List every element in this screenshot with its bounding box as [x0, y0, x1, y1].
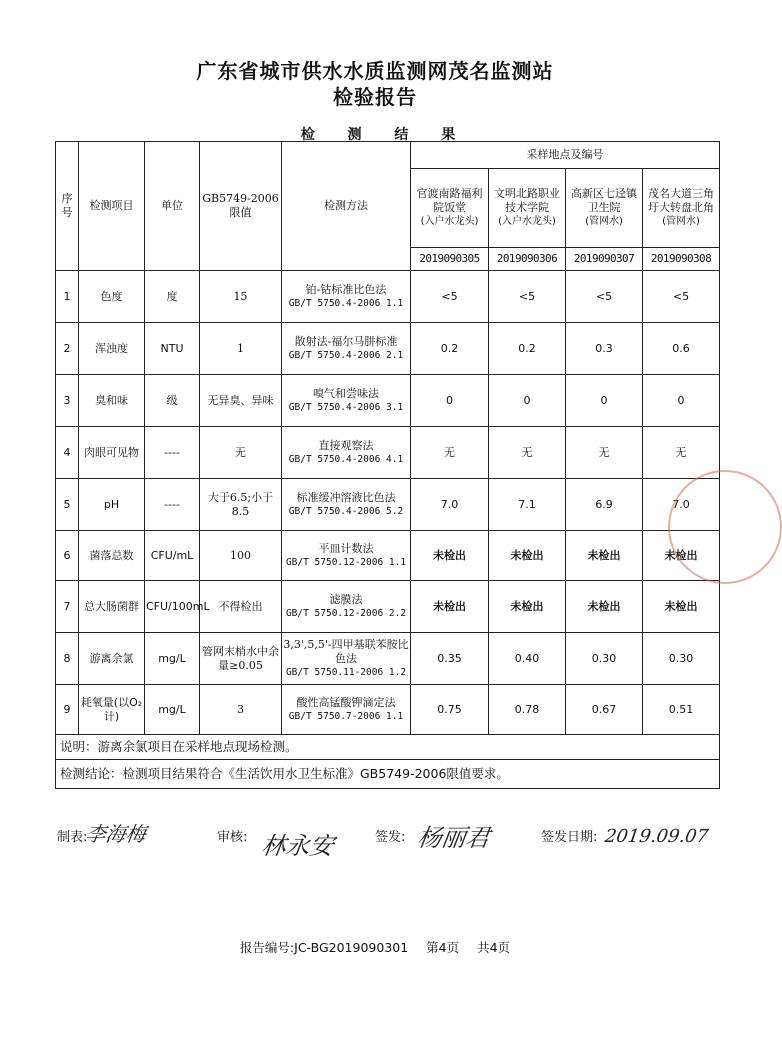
method-cell [282, 581, 411, 633]
limit-cell: 管网末梢水中余量≥0.05 [200, 633, 282, 685]
table-row [56, 427, 720, 479]
official-seal [668, 470, 782, 584]
unit-cell: CFU/100mL [145, 581, 200, 633]
method-name: 酸性高锰酸钾滴定法 [296, 695, 396, 709]
issue-date: 2019.09.07 [603, 826, 710, 847]
seq-cell: 9 [56, 685, 79, 735]
method-standard: GB/T 5750.4-2006 5.2 [288, 505, 404, 517]
limit-cell: 15 [200, 271, 282, 323]
unit-cell: ---- [145, 427, 200, 479]
header-sites-group: 采样地点及编号 [411, 142, 720, 169]
result-value: 7.1 [489, 479, 566, 531]
method-name: 平皿计数法 [318, 541, 374, 555]
result-value: <5 [643, 271, 720, 323]
item-cell: 浑浊度 [79, 323, 145, 375]
sample-code: 2019090305 [411, 248, 489, 271]
issuer-label: 签发: [375, 830, 406, 845]
result-value: 0.2 [411, 323, 489, 375]
method-cell [282, 479, 411, 531]
limit-cell: 不得检出 [200, 581, 282, 633]
result-value: 未检出 [643, 581, 720, 633]
item-cell: 总大肠菌群 [79, 581, 145, 633]
site-name: 茂名大道三角圩大转盘北角 (管网水) [643, 169, 720, 248]
limit-cell: 无 [200, 427, 282, 479]
conclusion: 检测结论：检测项目结果符合《生活饮用水卫生标准》GB5749-2006限值要求。 [56, 760, 720, 789]
footer [0, 938, 750, 956]
header-item: 检测项目 [79, 142, 145, 271]
seq-cell: 8 [56, 633, 79, 685]
method-cell [282, 685, 411, 735]
site-name: 高新区七迳镇卫生院 (管网水) [566, 169, 643, 248]
reviewer-signature: 林永安 [259, 832, 336, 860]
item-cell: pH [79, 479, 145, 531]
note: 说明：游离余氯项目在采样地点现场检测。 [56, 735, 720, 760]
table-row [56, 685, 720, 735]
method-standard: GB/T 5750.12-2006 2.2 [285, 607, 407, 619]
header-limit: GB5749-2006限值 [200, 142, 282, 271]
result-value: 0 [643, 375, 720, 427]
limit-cell: 1 [200, 323, 282, 375]
result-value: 无 [643, 427, 720, 479]
table-row [56, 323, 720, 375]
seq-cell: 4 [56, 427, 79, 479]
result-value: 0.40 [489, 633, 566, 685]
table-row [56, 375, 720, 427]
method-cell [282, 323, 411, 375]
table-row [56, 271, 720, 323]
method-standard: GB/T 5750.4-2006 4.1 [288, 453, 404, 465]
result-value: 无 [566, 427, 643, 479]
sample-code: 2019090306 [489, 248, 566, 271]
result-value: 7.0 [411, 479, 489, 531]
method-name: 滤膜法 [329, 592, 363, 606]
limit-cell: 无异臭、异味 [200, 375, 282, 427]
result-value: <5 [411, 271, 489, 323]
item-cell: 菌落总数 [79, 531, 145, 581]
site-name: 文明北路职业技术学院 (入户水龙头) [489, 169, 566, 248]
method-standard: GB/T 5750.7-2006 1.1 [288, 710, 404, 722]
result-value: 0.3 [566, 323, 643, 375]
page-number: 第4页 [426, 940, 460, 955]
result-value: 0.78 [489, 685, 566, 735]
method-name: 铂-钴标准比色法 [305, 282, 387, 296]
unit-cell: 级 [145, 375, 200, 427]
sample-code: 2019090307 [566, 248, 643, 271]
item-cell: 游离余氯 [79, 633, 145, 685]
method-name: 嗅气和尝味法 [313, 386, 379, 400]
result-value: 0.6 [643, 323, 720, 375]
date-label: 签发日期: [541, 830, 598, 845]
method-name: 3,3',5,5'-四甲基联苯胺比色法 [283, 637, 409, 665]
unit-cell: CFU/mL [145, 531, 200, 581]
table-row [56, 479, 720, 531]
result-value: 0.35 [411, 633, 489, 685]
result-value: 0 [489, 375, 566, 427]
method-cell [282, 531, 411, 581]
limit-cell: 大于6.5;小于8.5 [200, 479, 282, 531]
seq-cell: 6 [56, 531, 79, 581]
method-name: 标准缓冲溶液比色法 [296, 490, 396, 504]
table-row [56, 581, 720, 633]
method-name: 散射法-福尔马肼标准 [294, 334, 398, 348]
method-standard: GB/T 5750.4-2006 2.1 [288, 349, 404, 361]
result-value: 未检出 [411, 581, 489, 633]
item-cell: 色度 [79, 271, 145, 323]
method-standard: GB/T 5750.11-2006 1.2 [285, 666, 407, 678]
result-value: 0.51 [643, 685, 720, 735]
result-value: 7.0 [643, 479, 720, 531]
result-value: 0.75 [411, 685, 489, 735]
report-number: 报告编号:JC-BG2019090301 [239, 940, 409, 955]
unit-cell: ---- [145, 479, 200, 531]
result-value: 0.67 [566, 685, 643, 735]
table-row [56, 531, 720, 581]
result-value: <5 [489, 271, 566, 323]
result-value: <5 [566, 271, 643, 323]
method-cell [282, 633, 411, 685]
unit-cell: 度 [145, 271, 200, 323]
result-value: 0.2 [489, 323, 566, 375]
maker-signature: 李海梅 [84, 822, 148, 846]
method-cell [282, 271, 411, 323]
result-value: 未检出 [643, 531, 720, 581]
result-value: 6.9 [566, 479, 643, 531]
method-cell [282, 427, 411, 479]
page-total: 共4页 [477, 940, 511, 955]
table-row [56, 633, 720, 685]
result-value: 0 [411, 375, 489, 427]
limit-cell: 100 [200, 531, 282, 581]
result-value: 0.30 [643, 633, 720, 685]
result-value: 未检出 [489, 581, 566, 633]
unit-cell: NTU [145, 323, 200, 375]
seq-cell: 5 [56, 479, 79, 531]
method-standard: GB/T 5750.12-2006 1.1 [285, 556, 407, 568]
document-title: 检验报告 [333, 85, 417, 109]
seq-cell: 2 [56, 323, 79, 375]
reviewer-label: 审核: [217, 830, 248, 845]
org-title: 广东省城市供水水质监测网茂名监测站 [196, 59, 554, 83]
seq-cell: 1 [56, 271, 79, 323]
header-seq: 序号 [56, 142, 79, 271]
result-value: 0 [566, 375, 643, 427]
result-value: 未检出 [489, 531, 566, 581]
item-cell: 肉眼可见物 [79, 427, 145, 479]
method-name: 直接观察法 [318, 438, 374, 452]
method-standard: GB/T 5750.4-2006 3.1 [288, 401, 404, 413]
result-value: 未检出 [566, 581, 643, 633]
section-title: 检 测 结 果 [300, 127, 470, 143]
seq-cell: 7 [56, 581, 79, 633]
header-method: 检测方法 [282, 142, 411, 271]
site-name: 官渡南路福利院饭堂 (入户水龙头) [411, 169, 489, 248]
limit-cell: 3 [200, 685, 282, 735]
item-cell: 耗氧量(以O₂计) [79, 685, 145, 735]
method-standard: GB/T 5750.4-2006 1.1 [288, 297, 404, 309]
method-cell [282, 375, 411, 427]
unit-cell: mg/L [145, 633, 200, 685]
sample-code: 2019090308 [643, 248, 720, 271]
header-unit: 单位 [145, 142, 200, 271]
unit-cell: mg/L [145, 685, 200, 735]
item-cell: 臭和味 [79, 375, 145, 427]
result-value: 未检出 [566, 531, 643, 581]
issuer-signature: 杨丽君 [415, 824, 492, 852]
seq-cell: 3 [56, 375, 79, 427]
result-value: 无 [411, 427, 489, 479]
results-table [55, 141, 720, 789]
result-value: 无 [489, 427, 566, 479]
result-value: 未检出 [411, 531, 489, 581]
result-value: 0.30 [566, 633, 643, 685]
maker-label: 制表: [57, 830, 88, 845]
